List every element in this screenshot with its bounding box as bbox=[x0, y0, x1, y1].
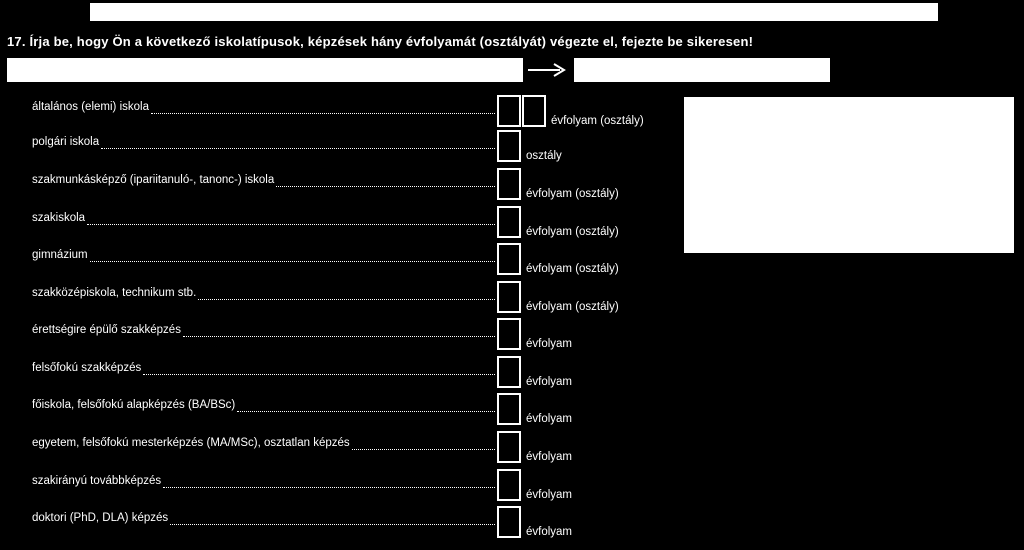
education-row bbox=[32, 475, 732, 513]
unit-label: osztály bbox=[526, 150, 562, 162]
row-label: egyetem, felsőfokú mesterképzés (MA/MSc), osztatlan képzés bbox=[32, 437, 350, 449]
digit-input-box[interactable] bbox=[497, 431, 521, 463]
digit-input-box[interactable] bbox=[497, 168, 521, 200]
dot-leader bbox=[237, 411, 495, 412]
education-row bbox=[32, 287, 732, 325]
unit-label: évfolyam (osztály) bbox=[526, 263, 619, 275]
question-text: 17. Írja be, hogy Ön a következő iskolatípusok, képzések hány évfolyamát (osztályát) végezte el, fejezte be sikeresen! bbox=[7, 34, 754, 49]
unit-label: évfolyam bbox=[526, 489, 573, 501]
dot-leader bbox=[163, 487, 495, 488]
unit-label: évfolyam bbox=[526, 526, 573, 538]
education-row bbox=[32, 324, 732, 362]
digit-input-box[interactable] bbox=[497, 356, 521, 388]
row-label: szakirányú továbbképzés bbox=[32, 475, 162, 487]
row-label: érettségire épülő szakképzés bbox=[32, 324, 181, 336]
row-label: szakközépiskola, technikum stb. bbox=[32, 287, 197, 299]
education-row bbox=[32, 212, 732, 250]
row-label: gimnázium bbox=[32, 249, 88, 261]
arrow-right-icon bbox=[528, 62, 568, 78]
unit-label: évfolyam (osztály) bbox=[526, 301, 619, 313]
row-label: szakiskola bbox=[32, 212, 86, 224]
dot-leader bbox=[276, 186, 495, 187]
education-row bbox=[32, 399, 732, 437]
dot-leader bbox=[143, 374, 495, 375]
unit-label: évfolyam bbox=[526, 376, 573, 388]
header-bar bbox=[90, 3, 938, 21]
digit-input-box[interactable] bbox=[497, 130, 521, 162]
digit-input-box[interactable] bbox=[497, 95, 521, 127]
dot-leader bbox=[352, 449, 495, 450]
education-row bbox=[32, 512, 732, 550]
dot-leader bbox=[170, 524, 495, 525]
dot-leader bbox=[183, 336, 495, 337]
unit-label: évfolyam (osztály) bbox=[526, 188, 619, 200]
dot-leader bbox=[101, 148, 495, 149]
dot-leader bbox=[198, 299, 495, 300]
digit-input-box[interactable] bbox=[497, 506, 521, 538]
digit-input-box[interactable] bbox=[497, 243, 521, 275]
education-row bbox=[32, 249, 732, 287]
dot-leader bbox=[151, 113, 495, 114]
digit-input-box[interactable] bbox=[497, 393, 521, 425]
digit-input-box[interactable] bbox=[497, 281, 521, 313]
row-label: főiskola, felsőfokú alapképzés (BA/BSc) bbox=[32, 399, 236, 411]
side-panel bbox=[684, 97, 1014, 253]
unit-label: évfolyam (osztály) bbox=[526, 226, 619, 238]
education-row bbox=[32, 362, 732, 400]
row-label: polgári iskola bbox=[32, 136, 100, 148]
education-row bbox=[32, 136, 732, 174]
row-label: szakmunkásképző (ipariitanuló-, tanonc-) iskola bbox=[32, 174, 275, 186]
unit-label: évfolyam (osztály) bbox=[551, 115, 644, 127]
digit-input-box[interactable] bbox=[522, 95, 546, 127]
answer-bar-right bbox=[574, 58, 830, 82]
answer-bar-left bbox=[7, 58, 523, 82]
dot-leader bbox=[87, 224, 495, 225]
unit-label: évfolyam bbox=[526, 413, 573, 425]
unit-label: évfolyam bbox=[526, 338, 573, 350]
row-label: felsőfokú szakképzés bbox=[32, 362, 142, 374]
row-label: doktori (PhD, DLA) képzés bbox=[32, 512, 169, 524]
dot-leader bbox=[90, 261, 495, 262]
digit-input-box[interactable] bbox=[497, 318, 521, 350]
education-row bbox=[32, 101, 732, 139]
digit-input-box[interactable] bbox=[497, 206, 521, 238]
unit-label: évfolyam bbox=[526, 451, 573, 463]
education-row bbox=[32, 174, 732, 212]
education-row bbox=[32, 437, 732, 475]
row-label: általános (elemi) iskola bbox=[32, 101, 149, 113]
digit-input-box[interactable] bbox=[497, 469, 521, 501]
